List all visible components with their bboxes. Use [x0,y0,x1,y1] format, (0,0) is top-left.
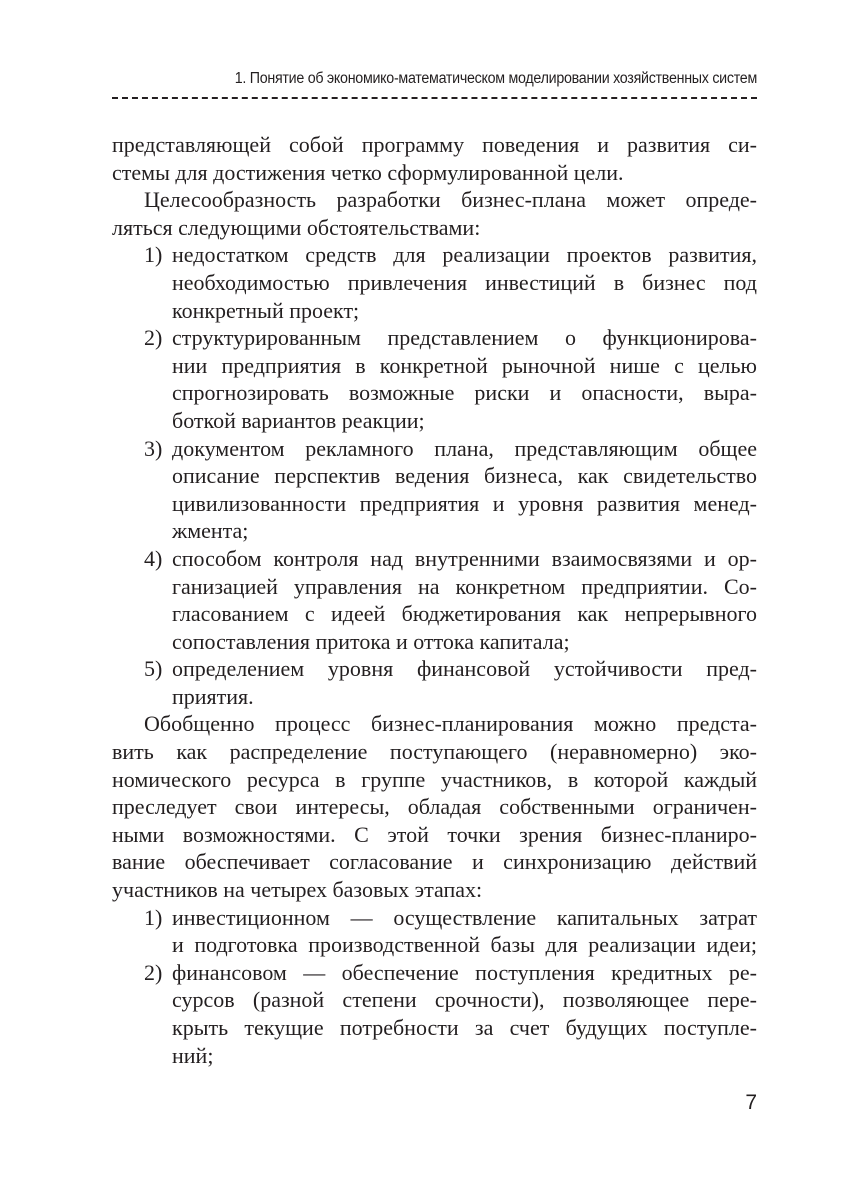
list-item [112,655,757,710]
text-line: нии предприятия в конкретной рыночной нише с целью [172,352,757,378]
paragraph [112,186,757,241]
list-item-number: 5) [144,656,163,682]
text-line: вить как распределение поступающего (неравномерно) эко- [112,739,757,765]
text-line: стемы для достижения четко сформулированной цели. [112,159,624,185]
page-number: 7 [745,1091,757,1114]
list-item [112,545,757,655]
text-line: боткой вариантов реакции; [172,407,425,433]
text-line: ний; [172,1042,214,1068]
text-line: Целесообразность разработки бизнес-плана может опреде- [144,187,757,213]
running-header: 1. Понятие об экономико-математическом моделировании хозяйственных систем [234,70,757,87]
text-line: представляющей собой программу поведения и развития си- [112,132,757,157]
text-line: цивилизованности предприятия и уровня развития менед- [172,490,757,516]
text-line: вание обеспечивает согласование и синхронизацию действий [112,849,757,875]
text-line: и подготовка производственной базы для реализации идеи; [172,932,757,958]
list-item-number: 2) [144,959,163,985]
text-line: приятия. [172,683,254,709]
text-line: необходимостью привлечения инвестиций в бизнес под [172,269,757,295]
header-dashed-rule [112,97,757,99]
list-item-number: 4) [144,545,163,571]
text-line: крыть текущие потребности за счет будущих поступле- [172,1015,757,1040]
list-item-number: 3) [144,435,163,461]
text-line: 5) определением уровня финансовой устойчивости пред- [144,656,757,682]
text-line: 3) документом рекламного плана, представляющим общее [144,435,757,461]
list-item [112,241,757,324]
text-line: ганизацией управления на конкретном предприятии. Со- [172,573,757,599]
text-line: конкретный проект; [172,297,360,323]
text-line: 4) способом контроля над внутренними взаимосвязями и ор- [144,545,757,571]
text-line: ляться следующими обстоятельствами: [112,214,481,240]
list-item [112,959,757,1069]
text-line: 1) инвестиционном — осуществление капитальных затрат [144,904,757,930]
text-line: сопоставления притока и оттока капитала; [172,628,570,654]
numbered-list [112,241,757,710]
list-item [112,904,757,959]
list-item-number: 2) [144,325,163,351]
paragraph [112,131,757,186]
text-line: спрогнозировать возможные риски и опасности, выра- [172,380,757,406]
list-item [112,435,757,545]
list-item [112,324,757,434]
text-line: участников на четырех базовых этапах: [112,877,483,903]
text-line: Обобщенно процесс бизнес-планирования можно предста- [144,711,757,737]
list-item-number: 1) [144,904,163,930]
text-line: номического ресурса в группе участников, в которой каждый [112,766,757,792]
page-body [112,131,757,1069]
text-line: гласованием с идеей бюджетирования как непрерывного [172,601,757,627]
text-line: 1) недостатком средств для реализации проектов развития, [144,242,757,268]
text-line: 2) структурированным представлением о функционирова- [144,325,757,351]
text-line: 2) финансовом — обеспечение поступления кредитных ре- [144,959,757,985]
text-line: описание перспектив ведения бизнеса, как свидетельство [172,463,757,489]
text-line: преследует свои интересы, обладая собственными ограничен- [112,794,757,820]
list-item-number: 1) [144,242,163,268]
text-line: ными возможностями. С этой точки зрения бизнес-планиро- [112,821,757,847]
paragraph [112,710,757,903]
numbered-list [112,904,757,1070]
text-line: жмента; [172,518,249,544]
text-line: сурсов (разной степени срочности), позволяющее пере- [172,987,757,1013]
